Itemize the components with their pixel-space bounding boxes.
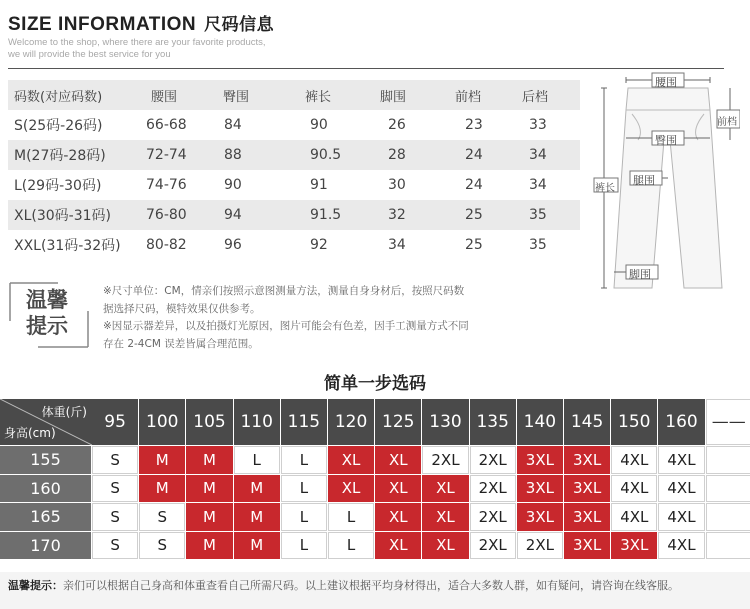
weight-header-cell: 100 xyxy=(139,399,185,445)
size-table-row xyxy=(8,200,580,230)
size-value-cell: 25 xyxy=(465,207,483,223)
size-recommendation-cell: 3XL xyxy=(611,532,657,560)
pants-diagram xyxy=(590,70,740,300)
size-recommendation-cell: 4XL xyxy=(658,532,704,560)
size-recommendation-cell: XL xyxy=(422,503,468,531)
size-recommendation-cell: 4XL xyxy=(658,446,704,474)
size-recommendation-cell xyxy=(706,446,750,474)
size-value-cell: 94 xyxy=(224,207,242,223)
size-value-cell: 80-82 xyxy=(146,237,187,253)
size-recommendation-cell: S xyxy=(139,503,185,531)
size-recommendation-cell: 2XL xyxy=(422,446,468,474)
size-value-cell: 91 xyxy=(310,177,328,193)
size-value-cell: 34 xyxy=(529,177,547,193)
size-recommendation-cell: S xyxy=(92,532,138,560)
size-value-cell: 66-68 xyxy=(146,117,187,133)
col-waist: 腰围 xyxy=(151,89,178,105)
size-recommendation-cell: 2XL xyxy=(470,532,516,560)
col-back-rise: 后档 xyxy=(522,89,549,105)
size-value-cell: 35 xyxy=(529,207,547,223)
size-value-cell: 26 xyxy=(388,117,406,133)
size-value-cell: 32 xyxy=(388,207,406,223)
note-line2: 据选择尺码，模特效果仅供参考。 xyxy=(103,302,261,315)
size-table xyxy=(8,80,580,260)
footer-text xyxy=(8,577,679,593)
note-line3: ※因显示器差异，以及拍摄灯光原因，图片可能会有色差，因手工测量方式不同 xyxy=(103,320,469,332)
note-title-line2: 提示 xyxy=(26,314,68,338)
size-table-row xyxy=(8,170,580,200)
size-label-cell: XXL(31码-32码) xyxy=(14,238,121,254)
size-value-cell: 90 xyxy=(224,177,242,193)
size-recommendation-cell: M xyxy=(186,475,232,503)
height-label: 身高(cm) xyxy=(4,426,56,440)
weight-header-cell: 125 xyxy=(375,399,421,445)
size-value-cell: 96 xyxy=(224,237,242,253)
header xyxy=(8,10,274,60)
size-recommendation-cell: L xyxy=(281,503,327,531)
size-recommendation-cell xyxy=(706,532,750,560)
note-line4: 存在 2-4CM 误差皆属合理范围。 xyxy=(103,337,259,350)
size-value-cell: 33 xyxy=(529,117,547,133)
size-recommendation-cell: L xyxy=(328,532,374,560)
size-recommendation-cell: XL xyxy=(375,503,421,531)
size-recommendation-cell: 3XL xyxy=(564,503,610,531)
grid-corner xyxy=(0,399,92,445)
size-value-cell: 24 xyxy=(465,147,483,163)
size-recommendation-cell: 3XL xyxy=(564,446,610,474)
size-recommendation-cell: 2XL xyxy=(517,532,563,560)
size-recommendation-cell: M xyxy=(139,446,185,474)
size-value-cell: 23 xyxy=(465,117,483,133)
size-recommendation-cell: XL xyxy=(328,475,374,503)
col-front-rise: 前档 xyxy=(455,89,482,105)
size-recommendation-cell: 3XL xyxy=(517,446,563,474)
label-length: 裤长 xyxy=(595,183,615,194)
size-value-cell: 72-74 xyxy=(146,147,187,163)
subtitle-line2: we will provide the best service for you xyxy=(8,49,171,60)
size-recommendation-cell: L xyxy=(234,446,280,474)
size-recommendation-cell xyxy=(706,503,750,531)
size-table-header xyxy=(8,80,580,110)
size-table-row xyxy=(8,110,580,140)
title-en: SIZE INFORMATION xyxy=(8,14,197,35)
size-recommendation-cell: L xyxy=(328,503,374,531)
footer xyxy=(0,572,750,609)
size-value-cell: 30 xyxy=(388,177,406,193)
weight-header-cell: 150 xyxy=(611,399,657,445)
note-line1: ※尺寸单位：CM，情亲们按照示意图测量方法，测量自身身材后，按照尺码数 xyxy=(103,285,465,297)
weight-header-cell: 160 xyxy=(658,399,704,445)
size-recommendation-cell: S xyxy=(139,532,185,560)
weight-header-cell: 115 xyxy=(281,399,327,445)
note-box xyxy=(8,281,92,349)
size-recommendation-cell: 2XL xyxy=(470,475,516,503)
note-title xyxy=(8,281,86,345)
size-recommendation-cell: 4XL xyxy=(658,475,704,503)
size-recommendation-cell: XL xyxy=(375,446,421,474)
size-value-cell: 35 xyxy=(529,237,547,253)
size-recommendation-cell: M xyxy=(186,532,232,560)
size-recommendation-cell: S xyxy=(92,446,138,474)
height-row-label: 170 xyxy=(0,532,91,560)
size-label-cell: M(27码-28码) xyxy=(14,148,106,164)
size-value-cell: 90.5 xyxy=(310,147,342,163)
size-recommendation-cell: 4XL xyxy=(658,503,704,531)
size-table-row xyxy=(8,230,580,260)
size-recommendation-cell: 2XL xyxy=(470,503,516,531)
size-recommendation-cell: 4XL xyxy=(611,475,657,503)
size-recommendation-cell: S xyxy=(92,503,138,531)
size-recommendation-cell: L xyxy=(281,446,327,474)
size-recommendation-cell: M xyxy=(234,475,280,503)
size-recommendation-cell: L xyxy=(281,475,327,503)
height-row-label: 165 xyxy=(0,503,91,531)
subtitle-line1: Welcome to the shop, where there are your favorite products, xyxy=(8,37,266,48)
size-recommendation-cell: S xyxy=(92,475,138,503)
size-recommendation-cell: L xyxy=(281,532,327,560)
size-value-cell: 25 xyxy=(465,237,483,253)
selection-title: 简单一步选码 xyxy=(324,374,426,394)
weight-header-cell: 135 xyxy=(470,399,516,445)
size-recommendation-cell: XL xyxy=(422,532,468,560)
label-hem: 脚围 xyxy=(629,268,651,281)
footer-label: 温馨提示： xyxy=(8,579,63,592)
weight-header-cell: 130 xyxy=(422,399,468,445)
size-recommendation-cell: 3XL xyxy=(517,475,563,503)
label-thigh: 腿围 xyxy=(633,174,655,187)
weight-header-cell: —— xyxy=(706,399,750,445)
size-recommendation-cell xyxy=(706,475,750,503)
height-row-label: 155 xyxy=(0,446,91,474)
size-value-cell: 84 xyxy=(224,117,242,133)
size-recommendation-cell: XL xyxy=(328,446,374,474)
note-title-line1: 温馨 xyxy=(26,288,68,312)
size-recommendation-cell: M xyxy=(186,446,232,474)
header-divider xyxy=(8,68,724,69)
footer-body: 亲们可以根据自己身高和体重查看自己所需尺码。以上建议根据平均身材得出，适合大多数人群，如有疑问，请咨询在线客服。 xyxy=(63,579,679,592)
size-recommendation-cell: 2XL xyxy=(470,446,516,474)
title-cn: 尺码信息 xyxy=(204,15,275,35)
size-label-cell: L(29码-30码) xyxy=(14,178,102,194)
height-row-label: 160 xyxy=(0,475,91,503)
size-value-cell: 24 xyxy=(465,177,483,193)
label-waist: 腰围 xyxy=(655,76,677,89)
size-table-row xyxy=(8,140,580,170)
weight-header-cell: 105 xyxy=(186,399,232,445)
size-value-cell: 74-76 xyxy=(146,177,187,193)
size-recommendation-cell: M xyxy=(234,532,280,560)
size-recommendation-cell: M xyxy=(234,503,280,531)
size-label-cell: S(25码-26码) xyxy=(14,118,103,134)
size-recommendation-cell: 4XL xyxy=(611,446,657,474)
weight-header-cell: 120 xyxy=(328,399,374,445)
size-recommendation-cell: XL xyxy=(375,475,421,503)
size-recommendation-cell: 3XL xyxy=(564,532,610,560)
page-title xyxy=(8,10,274,36)
note-text xyxy=(103,283,543,353)
size-recommendation-cell: XL xyxy=(422,475,468,503)
weight-header-cell: 145 xyxy=(564,399,610,445)
size-recommendation-cell: 4XL xyxy=(611,503,657,531)
size-value-cell: 76-80 xyxy=(146,207,187,223)
weight-header-cell: 140 xyxy=(517,399,563,445)
size-value-cell: 28 xyxy=(388,147,406,163)
size-recommendation-cell: M xyxy=(186,503,232,531)
col-size: 码数(对应码数) xyxy=(14,89,103,105)
label-hip: 臀围 xyxy=(655,134,677,147)
col-hem: 脚围 xyxy=(380,89,407,105)
weight-label: 体重(斤) xyxy=(41,405,87,419)
size-recommendation-cell: 3XL xyxy=(564,475,610,503)
col-hip: 臀围 xyxy=(223,89,250,105)
size-recommendation-cell: M xyxy=(139,475,185,503)
size-label-cell: XL(30码-31码) xyxy=(14,208,111,224)
size-recommendation-cell: XL xyxy=(375,532,421,560)
size-value-cell: 34 xyxy=(388,237,406,253)
label-front-rise: 前档 xyxy=(717,117,737,128)
size-value-cell: 92 xyxy=(310,237,328,253)
size-value-cell: 91.5 xyxy=(310,207,342,223)
size-value-cell: 90 xyxy=(310,117,328,133)
col-length: 裤长 xyxy=(305,89,332,105)
size-value-cell: 34 xyxy=(529,147,547,163)
size-value-cell: 88 xyxy=(224,147,242,163)
weight-header-cell: 95 xyxy=(92,399,138,445)
size-recommendation-cell: 3XL xyxy=(517,503,563,531)
weight-header-cell: 110 xyxy=(234,399,280,445)
